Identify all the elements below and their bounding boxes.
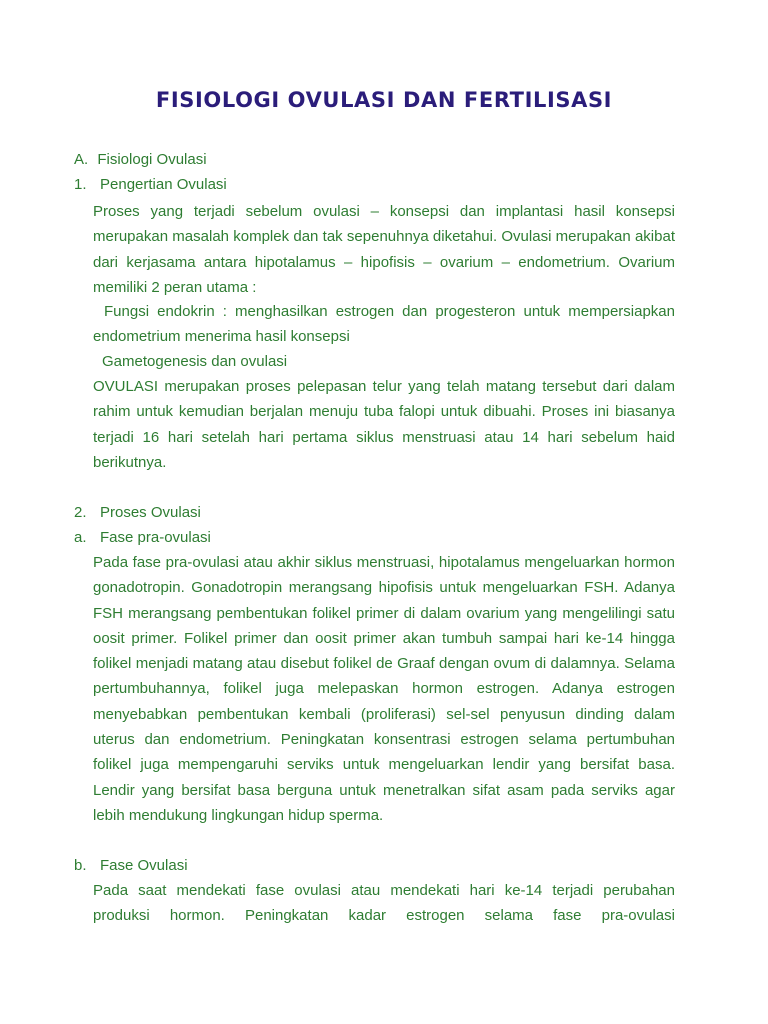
- item-1-paragraph-1: Proses yang terjadi sebelum ovulasi – konsepsi dan implantasi hasil konsepsi merupakan masalah komplek dan tak sepenuhnya diketahui. Ovulasi merupakan akibat dari kerjasama antara hipotalamus – hipofisis – ovarium – endometrium. Ovarium memiliki 2 peran utama :: [93, 203, 675, 296]
- sub-b-marker: b.: [74, 857, 87, 874]
- item-1-paragraph-2: OVULASI merupakan proses pelepasan telur yang telah matang tersebut dari dalam rahim untuk kemudian berjalan menuju tuba falopi untuk dibuahi. Proses ini biasanya terjadi 16 hari setelah hari pertama siklus menstruasi atau 14 hari sebelum haid berikutnya.: [93, 378, 675, 471]
- item-1-bullet-1: Fungsi endokrin : menghasilkan estrogen dan progesteron untuk mempersiapkan endometrium menerima hasil konsepsi: [93, 303, 675, 346]
- section-a-label: Fisiologi Ovulasi: [97, 151, 207, 168]
- document-title: FISIOLOGI OVULASI DAN FERTILISASI: [155, 88, 613, 112]
- sub-a-paragraph: Pada fase pra-ovulasi atau akhir siklus menstruasi, hipotalamus mengeluarkan hormon gonadotropin. Gonadotropin merangsang hipofisis untuk mengeluarkan FSH. Adanya FSH merangsang pembentukan folikel primer di dalam ovarium yang mengelilingi satu oosit primer. Folikel primer dan oosit primer akan tumbuh sampai hari ke-14 hingga folikel menjadi matang atau disebut folikel de Graaf dengan ovum di dalamnya. Selama pertumbuhannya, folikel juga melepaskan hormon estrogen. Adanya estrogen menyebabkan pembentukan kembali (proliferasi) sel-sel penyusun dinding dalam uterus dan endometrium. Peningkatan konsentrasi estrogen selama pertumbuhan folikel juga mempengaruhi serviks untuk mengeluarkan lendir yang bersifat basa. Lendir yang bersifat basa berguna untuk menetralkan sifat asam pada serviks agar lebih mendukung lingkungan hidup sperma.: [93, 554, 675, 824]
- sub-b-paragraph: Pada saat mendekati fase ovulasi atau mendekati hari ke-14 terjadi perubahan produksi hormon. Peningkatan kadar estrogen selama fase pra-ovulasi: [93, 882, 675, 925]
- sub-a-label: Fase pra-ovulasi: [100, 529, 211, 546]
- item-2-label: Proses Ovulasi: [100, 504, 201, 521]
- item-2-marker: 2.: [74, 504, 87, 521]
- item-1-heading: [74, 172, 87, 197]
- section-a-marker: A.: [74, 151, 89, 168]
- item-1-label: Pengertian Ovulasi: [100, 176, 227, 193]
- item-1-bullet-2: Gametogenesis dan ovulasi: [102, 353, 288, 370]
- sub-a-marker: a.: [74, 529, 87, 546]
- section-a-heading: [74, 147, 207, 172]
- item-1-marker: 1.: [74, 176, 87, 193]
- sub-b-label: Fase Ovulasi: [100, 857, 188, 874]
